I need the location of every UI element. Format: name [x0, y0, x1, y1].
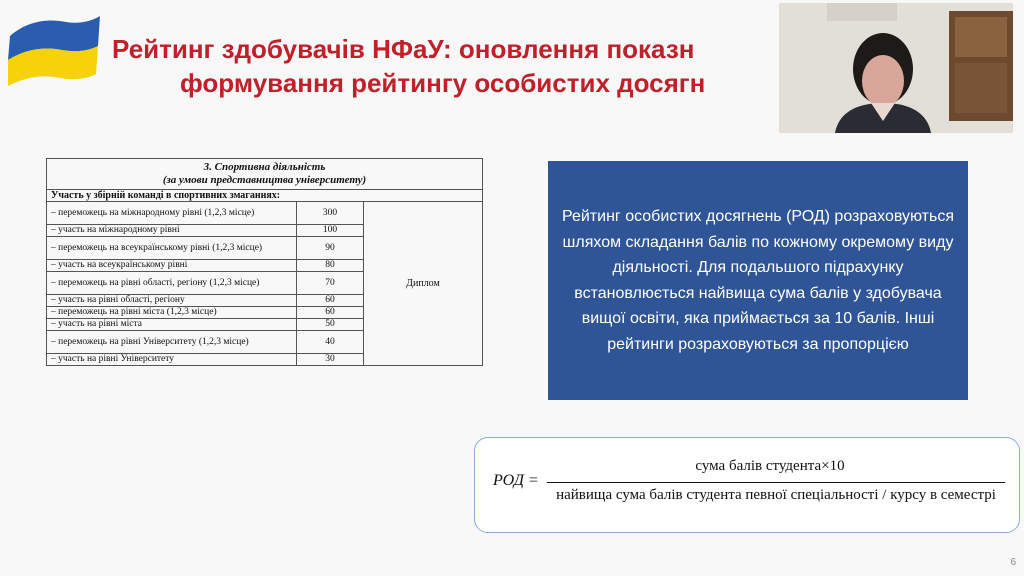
table-subheader: Участь у збірній команді в спортивних змаганнях: [47, 190, 483, 202]
row-label: – участь на міжнародному рівні [47, 225, 297, 237]
slide-title [112, 32, 812, 100]
row-label: – переможець на міжнародному рівні (1,2,3 місце) [47, 202, 297, 225]
section-title: 3. Спортивна діяльність [203, 161, 326, 173]
slide-title-line2: формування рейтингу особистих досягн [180, 68, 706, 98]
row-points: 70 [297, 272, 364, 295]
row-points: 80 [297, 260, 364, 272]
row-points: 100 [297, 225, 364, 237]
section-note: (за умови представництва університету) [162, 174, 367, 186]
page-number: 6 [1010, 557, 1016, 568]
table-section-header [47, 159, 483, 190]
sports-activity-table [46, 158, 483, 366]
table-row [47, 202, 483, 225]
row-label: – участь на рівні міста [47, 319, 297, 331]
fraction-bar [547, 482, 1005, 483]
webcam-video [779, 3, 1013, 133]
row-points: 40 [297, 331, 364, 354]
formula-box [474, 437, 1020, 533]
row-label: – переможець на всеукраїнському рівні (1,2,3 місце) [47, 237, 297, 260]
formula-numerator: сума балів студента×10 [695, 458, 845, 474]
row-label: – участь на всеукраїнському рівні [47, 260, 297, 272]
row-label: – участь на рівні Університету [47, 354, 297, 366]
rating-info-text: Рейтинг особистих досягнень (РОД) розраховуються шляхом складання балів по кожному окремому виду діяльності. Для подальшого підрахунку встановлюється найвища сума балів у здобувача вищої освіти, яка приймається за 10 балів. Інші рейтинги розраховуються за пропорцією [562, 208, 955, 353]
formula-denominator: найвища сума балів студента певної спеціальності / курсу в семестрі [556, 487, 996, 503]
document-cell: Диплом [364, 202, 483, 366]
row-points: 300 [297, 202, 364, 225]
row-label: – переможець на рівні міста (1,2,3 місце) [47, 307, 297, 319]
row-label: – переможець на рівні Університету (1,2,3 місце) [47, 331, 297, 354]
row-label: – участь на рівні області, регіону [47, 295, 297, 307]
row-points: 50 [297, 319, 364, 331]
row-points: 60 [297, 307, 364, 319]
slide-title-line1: Рейтинг здобувачів НФаУ: оновлення показн [112, 34, 695, 64]
formula-lhs: РОД = [493, 472, 539, 489]
row-label: – переможець на рівні області, регіону (1,2,3 місце) [47, 272, 297, 295]
ukraine-flag-icon [6, 14, 102, 86]
rating-info-box [548, 161, 968, 400]
row-points: 90 [297, 237, 364, 260]
row-points: 30 [297, 354, 364, 366]
presenter-video-icon [779, 3, 1013, 133]
row-points: 60 [297, 295, 364, 307]
